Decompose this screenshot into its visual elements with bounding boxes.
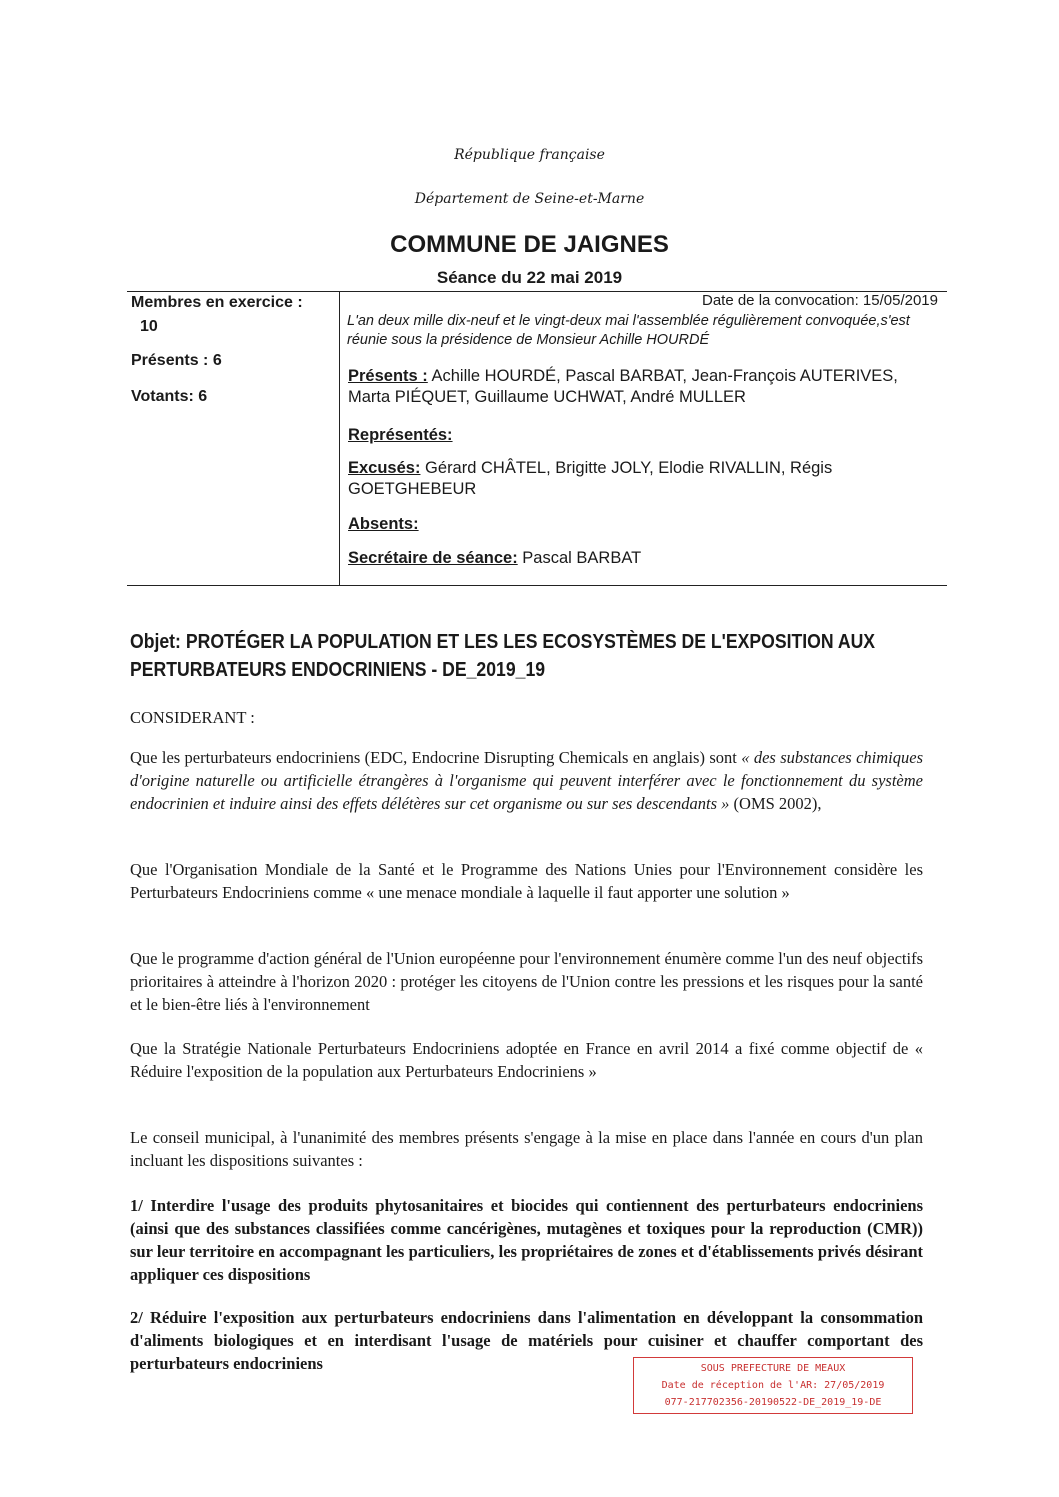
disposition-1: 1/ Interdire l'usage des produits phytosanitaires et biocides qui contiennent des perturbateurs endocriniens (ainsi que des substances classifiées comme cancérigènes, mutagènes et toxiques pour la reproduction (CMR)) sur leur territoire en accompagnant les particuliers, les propriétaires de zones et d'établissements privés désirant appliquer ces dispositions <box>130 1196 923 1284</box>
disposition-2: 2/ Réduire l'exposition aux perturbateurs endocriniens dans l'alimentation en développant la consommation d'aliments biologiques et en interdisant l'usage de matériels pour cuisiner et chauffer comportant des perturbateurs endocriniens <box>130 1308 923 1373</box>
members-presents: Présents : 6 <box>131 352 222 369</box>
stamp-line-3: 077-217702356-20190522-DE_2019_19-DE <box>664 1397 882 1408</box>
secretaire-name: Pascal BARBAT <box>517 549 642 567</box>
representes-label: Représentés: <box>348 426 453 444</box>
convocation-date: Date de la convocation: 15/05/2019 <box>701 292 938 309</box>
paragraph-4: Que la Stratégie Nationale Perturbateurs Endocriniens adoptée en France en avril 2014 a fixé comme objectif de « Réduire l'exposition de la population aux Perturbateurs Endocriniens » <box>130 1039 923 1081</box>
members-votants: Votants: 6 <box>131 388 208 405</box>
secretaire-label: Secrétaire de séance: <box>348 549 518 567</box>
session-intro: L'an deux mille dix-neuf et le vingt-deux mai l'assemblée régulièrement convoquée,s'est réunie sous la présidence de Monsieur Achille HOURDÉ <box>347 313 910 348</box>
paragraph-2: Que l'Organisation Mondiale de la Santé et le Programme des Nations Unies pour l'Environnement considère les Perturbateurs Endocriniens comme « une menace mondiale à laquelle il faut apporter une solution » <box>130 860 923 902</box>
excuses-block <box>348 458 933 500</box>
absents-block <box>348 514 419 535</box>
p1-source: (OMS 2002), <box>729 794 822 813</box>
presents-block <box>348 366 940 408</box>
excuses-label: Excusés: <box>348 459 421 477</box>
presents-names: Achille HOURDÉ, Pascal BARBAT, Jean-François AUTERIVES, Marta PIÉQUET, Guillaume UCHWAT, André MULLER <box>348 367 898 406</box>
table-column-divider <box>339 291 340 586</box>
stamp-line-2: Date de réception de l'AR: 27/05/2019 <box>661 1380 885 1391</box>
excuses-names: Gérard CHÂTEL, Brigitte JOLY, Elodie RIVALLIN, Régis GOETGHEBEUR <box>348 459 833 498</box>
p1-intro: Que les perturbateurs endocriniens (EDC, Endocrine Disrupting Chemicals en anglais) sont <box>130 748 742 767</box>
paragraph-1 <box>130 746 923 815</box>
secretaire-block <box>348 548 641 569</box>
p1-quote: « des substances chimiques d'origine naturelle ou artificielle étrangères à l'organisme qui peuvent interférer avec le fonctionnement du système endocrinien et induire ainsi des effets délétères sur cet organisme ou sur ses descendants » <box>130 748 923 813</box>
seance-date: Séance du 22 mai 2019 <box>436 268 623 287</box>
objet-heading <box>130 628 921 684</box>
paragraph-5: Le conseil municipal, à l'unanimité des membres présents s'engage à la mise en place dans l'année en cours d'un plan incluant les dispositions suivantes : <box>130 1128 923 1170</box>
representes-block <box>348 425 453 446</box>
republique: République française <box>454 147 605 163</box>
absents-label: Absents: <box>348 515 419 533</box>
stamp-line-1: SOUS PREFECTURE DE MEAUX <box>700 1363 846 1374</box>
members-en-exercice-value: 10 <box>140 318 158 335</box>
prefecture-stamp <box>633 1357 913 1414</box>
members-en-exercice-label: Membres en exercice : <box>131 294 303 311</box>
considerant-heading: CONSIDERANT : <box>130 708 255 727</box>
objet-text: PROTÉGER LA POPULATION ET LES LES ECOSYSTÈMES DE L'EXPOSITION AUX PERTURBATEURS ENDOCRINIENS - DE_2019_19 <box>130 630 876 681</box>
paragraph-3: Que le programme d'action général de l'Union européenne pour l'environnement énumère comme l'un des neuf objectifs prioritaires à atteindre à l'horizon 2020 : protéger les citoyens de l'Union contre les pressions et les risques pour la santé et le bien-être liés à l'environnement <box>130 949 923 1014</box>
departement: Département de Seine-et-Marne <box>414 191 645 207</box>
presents-label: Présents : <box>348 367 428 385</box>
commune-title: COMMUNE DE JAIGNES <box>390 231 669 258</box>
objet-label: Objet: <box>130 630 186 653</box>
table-bottom-rule <box>127 585 947 586</box>
